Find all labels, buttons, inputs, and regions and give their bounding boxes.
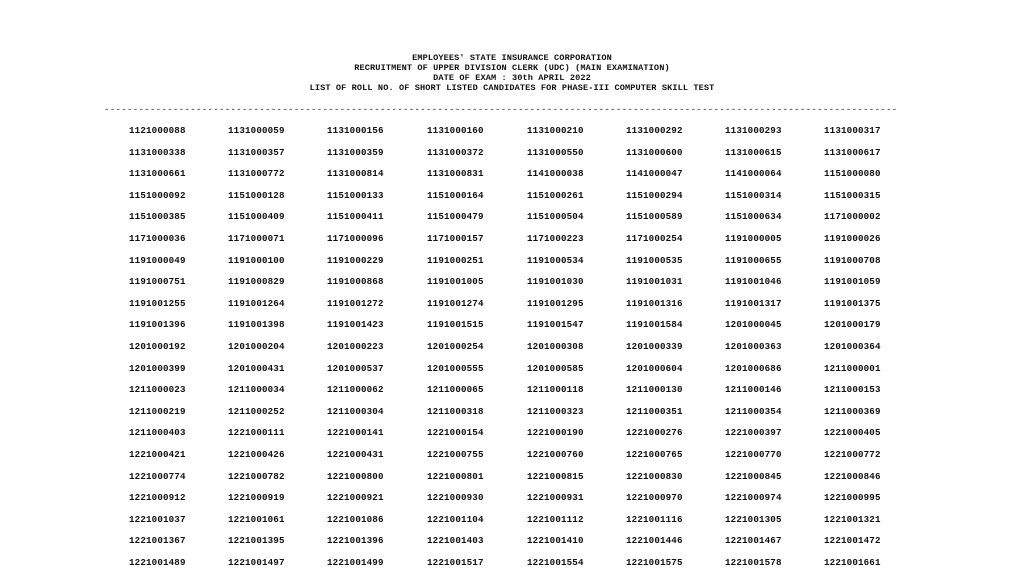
roll-number-cell: 1191001274 — [427, 297, 484, 309]
roll-number-row — [0, 146, 1024, 168]
roll-number-cell: 1191001255 — [129, 297, 186, 309]
roll-number-cell: 1221000431 — [327, 448, 384, 460]
roll-number-cell: 1211000065 — [427, 384, 484, 396]
roll-number-cell: 1131000338 — [129, 146, 186, 158]
roll-number-cell: 1171000071 — [228, 232, 285, 244]
roll-number-cell: 1131000160 — [427, 125, 484, 136]
roll-number-cell: 1221000995 — [824, 492, 881, 504]
roll-number-row — [0, 167, 1024, 189]
roll-number-cell: 1221000830 — [626, 470, 683, 482]
roll-number-cell: 1201000399 — [129, 362, 186, 374]
roll-number-cell: 1221001037 — [129, 513, 186, 525]
roll-number-cell: 1131000372 — [427, 146, 484, 158]
roll-number-cell: 1221000765 — [626, 448, 683, 460]
roll-number-cell: 1221001499 — [327, 556, 384, 568]
exam-date: DATE OF EXAM : 30th APRIL 2022 — [433, 73, 591, 83]
roll-number-row — [0, 513, 1024, 535]
roll-number-cell: 1201000045 — [725, 319, 782, 331]
roll-number-cell: 1211000062 — [327, 384, 384, 396]
roll-number-cell: 1221000426 — [228, 448, 285, 460]
roll-number-cell: 1171000223 — [527, 232, 584, 244]
roll-number-cell: 1191000829 — [228, 276, 285, 288]
roll-number-row — [0, 383, 1024, 405]
document-header — [0, 53, 1024, 93]
roll-number-cell: 1221000154 — [427, 427, 484, 439]
roll-number-cell: 1211000219 — [129, 405, 186, 417]
roll-number-cell: 1211000351 — [626, 405, 683, 417]
roll-number-row — [0, 189, 1024, 211]
roll-number-cell: 1191000026 — [824, 232, 881, 244]
roll-number-cell: 1191001046 — [725, 276, 782, 288]
roll-number-cell: 1221001517 — [427, 556, 484, 568]
roll-number-cell: 1151000092 — [129, 189, 186, 201]
roll-number-cell: 1191001398 — [228, 319, 285, 331]
roll-number-cell: 1191001031 — [626, 276, 683, 288]
roll-number-cell: 1191001515 — [427, 319, 484, 331]
roll-number-cell: 1191001295 — [527, 297, 584, 309]
roll-number-cell: 1221001367 — [129, 535, 186, 547]
roll-number-cell: 1141000038 — [527, 168, 584, 180]
roll-number-cell: 1201000604 — [626, 362, 683, 374]
roll-number-cell: 1221000845 — [725, 470, 782, 482]
roll-number-cell: 1151000504 — [527, 211, 584, 223]
roll-number-cell: 1221001112 — [527, 513, 584, 525]
roll-number-cell: 1221001472 — [824, 535, 881, 547]
roll-number-cell: 1171000002 — [824, 211, 881, 223]
roll-number-cell: 1191001547 — [527, 319, 584, 331]
roll-number-cell: 1131000317 — [824, 125, 881, 136]
roll-number-cell: 1191001030 — [527, 276, 584, 288]
roll-number-row — [0, 254, 1024, 276]
roll-number-cell: 1211000323 — [527, 405, 584, 417]
roll-number-cell: 1191000868 — [327, 276, 384, 288]
roll-number-cell: 1221000930 — [427, 492, 484, 504]
roll-number-row — [0, 318, 1024, 340]
roll-number-row — [0, 534, 1024, 556]
roll-number-row — [0, 210, 1024, 232]
roll-number-cell: 1221001578 — [725, 556, 782, 568]
roll-number-cell: 1221000970 — [626, 492, 683, 504]
roll-number-cell: 1211000146 — [725, 384, 782, 396]
roll-number-cell: 1221000760 — [527, 448, 584, 460]
roll-number-cell: 1131000661 — [129, 168, 186, 180]
roll-number-cell: 1221001467 — [725, 535, 782, 547]
roll-number-cell: 1221000774 — [129, 470, 186, 482]
roll-number-cell: 1211000118 — [527, 384, 584, 396]
roll-number-row — [0, 362, 1024, 384]
roll-number-cell: 1221001086 — [327, 513, 384, 525]
roll-number-cell: 1141000047 — [626, 168, 683, 180]
roll-number-cell: 1211000034 — [228, 384, 285, 396]
roll-number-cell: 1221001446 — [626, 535, 683, 547]
roll-number-cell: 1171000096 — [327, 232, 384, 244]
roll-number-cell: 1221000931 — [527, 492, 584, 504]
roll-number-cell: 1201000363 — [725, 340, 782, 352]
roll-number-row — [0, 124, 1024, 146]
roll-number-row — [0, 556, 1024, 577]
roll-number-cell: 1221000919 — [228, 492, 285, 504]
roll-number-row — [0, 297, 1024, 319]
roll-number-cell: 1221000770 — [725, 448, 782, 460]
roll-number-cell: 1201000431 — [228, 362, 285, 374]
roll-number-cell: 1221001554 — [527, 556, 584, 568]
roll-number-row — [0, 491, 1024, 513]
roll-number-cell: 1151000133 — [327, 189, 384, 201]
roll-number-cell: 1221000141 — [327, 427, 384, 439]
roll-number-cell: 1131000615 — [725, 146, 782, 158]
roll-number-cell: 1201000585 — [527, 362, 584, 374]
roll-number-cell: 1131000293 — [725, 125, 782, 136]
roll-number-cell: 1151000261 — [527, 189, 584, 201]
roll-number-cell: 1191001317 — [725, 297, 782, 309]
roll-number-cell: 1221000974 — [725, 492, 782, 504]
roll-number-cell: 1221000846 — [824, 470, 881, 482]
roll-number-cell: 1171000254 — [626, 232, 683, 244]
roll-number-cell: 1221001116 — [626, 513, 683, 525]
roll-number-row — [0, 470, 1024, 492]
roll-number-cell: 1191000049 — [129, 254, 186, 266]
list-title: LIST OF ROLL NO. OF SHORT LISTED CANDIDATES FOR PHASE-III COMPUTER SKILL TEST — [309, 83, 715, 93]
roll-number-cell: 1221000801 — [427, 470, 484, 482]
roll-number-cell: 1221000111 — [228, 427, 285, 439]
roll-number-cell: 1131000831 — [427, 168, 484, 180]
roll-number-cell: 1221001403 — [427, 535, 484, 547]
roll-number-cell: 1131000814 — [327, 168, 384, 180]
roll-number-cell: 1191000229 — [327, 254, 384, 266]
roll-number-cell: 1221000912 — [129, 492, 186, 504]
roll-number-row — [0, 275, 1024, 297]
roll-number-cell: 1221001395 — [228, 535, 285, 547]
roll-number-cell: 1191001584 — [626, 319, 683, 331]
roll-number-cell: 1151000128 — [228, 189, 285, 201]
roll-number-cell: 1221000190 — [527, 427, 584, 439]
roll-number-cell: 1191001264 — [228, 297, 285, 309]
roll-number-cell: 1221000755 — [427, 448, 484, 460]
roll-number-cell: 1191001375 — [824, 297, 881, 309]
roll-number-cell: 1201000364 — [824, 340, 881, 352]
roll-number-cell: 1211000130 — [626, 384, 683, 396]
roll-number-cell: 1201000192 — [129, 340, 186, 352]
roll-number-cell: 1211000304 — [327, 405, 384, 417]
roll-number-cell: 1191001396 — [129, 319, 186, 331]
roll-number-cell: 1191000251 — [427, 254, 484, 266]
roll-number-row — [0, 232, 1024, 254]
roll-number-cell: 1221001575 — [626, 556, 683, 568]
organization-title: EMPLOYEES' STATE INSURANCE CORPORATION — [412, 53, 612, 63]
roll-number-cell: 1221000405 — [824, 427, 881, 439]
roll-number-cell: 1191001059 — [824, 276, 881, 288]
roll-number-cell: 1131000210 — [527, 125, 584, 136]
roll-number-cell: 1221001061 — [228, 513, 285, 525]
roll-number-cell: 1151000315 — [824, 189, 881, 201]
roll-number-cell: 1191000535 — [626, 254, 683, 266]
roll-number-cell: 1151000634 — [725, 211, 782, 223]
roll-number-cell: 1201000555 — [427, 362, 484, 374]
roll-number-cell: 1221000815 — [527, 470, 584, 482]
roll-number-cell: 1221001497 — [228, 556, 285, 568]
roll-number-cell: 1221000421 — [129, 448, 186, 460]
roll-number-cell: 1151000589 — [626, 211, 683, 223]
roll-number-cell: 1191000005 — [725, 232, 782, 244]
roll-number-cell: 1131000059 — [228, 125, 285, 136]
roll-number-cell: 1221001396 — [327, 535, 384, 547]
roll-number-cell: 1141000064 — [725, 168, 782, 180]
roll-number-cell: 1151000314 — [725, 189, 782, 201]
roll-number-row — [0, 448, 1024, 470]
roll-number-cell: 1221001410 — [527, 535, 584, 547]
roll-number-cell: 1201000179 — [824, 319, 881, 331]
roll-number-cell: 1151000411 — [327, 211, 384, 223]
roll-number-row — [0, 340, 1024, 362]
roll-number-cell: 1211000354 — [725, 405, 782, 417]
roll-number-cell: 1191000100 — [228, 254, 285, 266]
roll-number-cell: 1221001489 — [129, 556, 186, 568]
roll-number-cell: 1211000318 — [427, 405, 484, 417]
roll-number-cell: 1151000409 — [228, 211, 285, 223]
roll-number-cell: 1221000921 — [327, 492, 384, 504]
roll-number-cell: 1221001661 — [824, 556, 881, 568]
roll-number-cell: 1191001272 — [327, 297, 384, 309]
roll-number-cell: 1131000550 — [527, 146, 584, 158]
roll-number-cell: 1151000479 — [427, 211, 484, 223]
roll-number-row — [0, 405, 1024, 427]
roll-number-cell: 1191001423 — [327, 319, 384, 331]
roll-number-cell: 1151000385 — [129, 211, 186, 223]
roll-number-cell: 1201000537 — [327, 362, 384, 374]
roll-number-cell: 1221000800 — [327, 470, 384, 482]
roll-number-cell: 1191000655 — [725, 254, 782, 266]
roll-number-cell: 1211000023 — [129, 384, 186, 396]
roll-number-cell: 1131000617 — [824, 146, 881, 158]
roll-number-cell: 1201000339 — [626, 340, 683, 352]
roll-number-row — [0, 426, 1024, 448]
roll-number-cell: 1201000204 — [228, 340, 285, 352]
roll-number-cell: 1131000292 — [626, 125, 683, 136]
roll-number-cell: 1201000686 — [725, 362, 782, 374]
recruitment-title: RECRUITMENT OF UPPER DIVISION CLERK (UDC) (MAIN EXAMINATION) — [354, 63, 670, 73]
roll-number-cell: 1121000088 — [129, 125, 186, 136]
roll-number-cell: 1221001321 — [824, 513, 881, 525]
roll-number-grid — [0, 124, 1024, 577]
roll-number-cell: 1191000534 — [527, 254, 584, 266]
roll-number-cell: 1171000157 — [427, 232, 484, 244]
roll-number-cell: 1201000254 — [427, 340, 484, 352]
roll-number-cell: 1201000308 — [527, 340, 584, 352]
roll-number-cell: 1191000708 — [824, 254, 881, 266]
roll-number-cell: 1221001305 — [725, 513, 782, 525]
dashed-separator: ------------------------------------------------------------------------------------------------------------------------------------------ — [104, 105, 898, 115]
roll-number-cell: 1171000036 — [129, 232, 186, 244]
roll-number-cell: 1211000153 — [824, 384, 881, 396]
roll-number-cell: 1211000369 — [824, 405, 881, 417]
roll-number-cell: 1211000252 — [228, 405, 285, 417]
roll-number-cell: 1221001104 — [427, 513, 484, 525]
roll-number-cell: 1131000600 — [626, 146, 683, 158]
roll-number-cell: 1131000772 — [228, 168, 285, 180]
roll-number-cell: 1191001316 — [626, 297, 683, 309]
roll-number-cell: 1221000782 — [228, 470, 285, 482]
roll-number-cell: 1201000223 — [327, 340, 384, 352]
roll-number-cell: 1131000357 — [228, 146, 285, 158]
roll-number-cell: 1131000359 — [327, 146, 384, 158]
roll-number-cell: 1151000164 — [427, 189, 484, 201]
roll-number-cell: 1151000294 — [626, 189, 683, 201]
roll-number-cell: 1151000080 — [824, 168, 881, 180]
roll-number-cell: 1221000276 — [626, 427, 683, 439]
roll-number-cell: 1221000772 — [824, 448, 881, 460]
roll-number-cell: 1211000403 — [129, 427, 186, 439]
roll-number-cell: 1131000156 — [327, 125, 384, 136]
roll-number-cell: 1221000397 — [725, 427, 782, 439]
roll-number-cell: 1191001005 — [427, 276, 484, 288]
roll-number-cell: 1211000001 — [824, 362, 881, 374]
roll-number-cell: 1191000751 — [129, 276, 186, 288]
